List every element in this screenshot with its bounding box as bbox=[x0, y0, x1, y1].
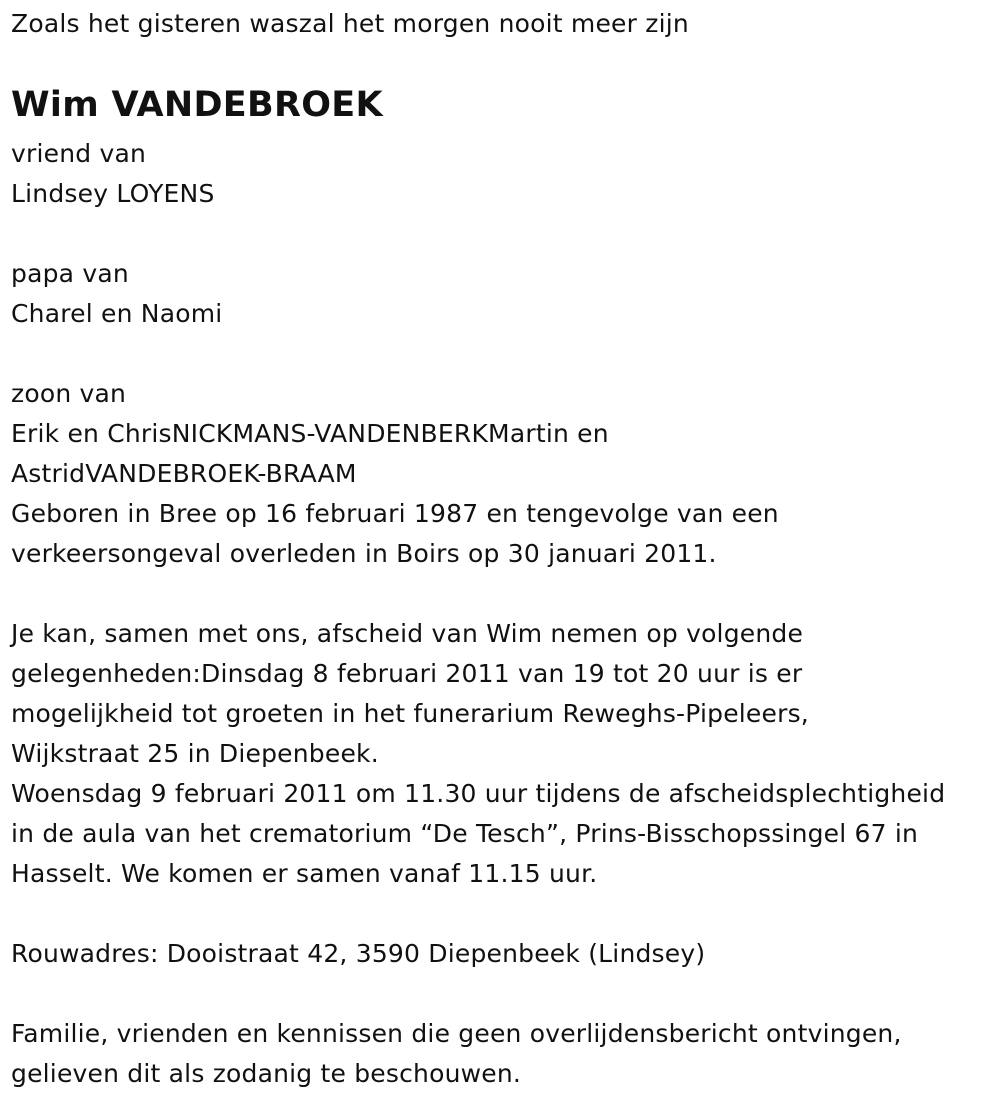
motto: Zoals het gisteren waszal het morgen nooit meer zijn bbox=[11, 9, 689, 38]
son-label: zoon van bbox=[11, 379, 127, 408]
farewell-line: Hasselt. We komen er samen vanaf 11.15 uur. bbox=[11, 859, 598, 888]
farewell-line: Je kan, samen met ons, afscheid van Wim nemen op volgende bbox=[11, 619, 804, 648]
parents-line-1: Erik en ChrisNICKMANS-VANDENBERKMartin en bbox=[11, 419, 609, 448]
parents-line-2: AstridVANDEBROEK-BRAAM bbox=[11, 459, 357, 488]
closing-line: gelieven dit als zodanig te beschouwen. bbox=[11, 1059, 522, 1088]
mourning-address: Rouwadres: Dooistraat 42, 3590 Diepenbeek (Lindsey) bbox=[11, 939, 706, 968]
deceased-name: Wim VANDEBROEK bbox=[11, 85, 383, 125]
birth-death-line: verkeersongeval overleden in Boirs op 30 januari 2011. bbox=[11, 539, 717, 568]
friend-label: vriend van bbox=[11, 139, 147, 168]
father-label: papa van bbox=[11, 259, 129, 288]
friend-name: Lindsey LOYENS bbox=[11, 179, 215, 208]
farewell-line: Wijkstraat 25 in Diepenbeek. bbox=[11, 739, 379, 768]
farewell-line: Woensdag 9 februari 2011 om 11.30 uur tijdens de afscheidsplechtigheid bbox=[11, 779, 946, 808]
children-names: Charel en Naomi bbox=[11, 299, 223, 328]
farewell-line: gelegenheden:Dinsdag 8 februari 2011 van 19 tot 20 uur is er bbox=[11, 659, 803, 688]
birth-death-line: Geboren in Bree op 16 februari 1987 en tengevolge van een bbox=[11, 499, 779, 528]
farewell-line: mogelijkheid tot groeten in het funerarium Reweghs-Pipeleers, bbox=[11, 699, 809, 728]
closing-line: Familie, vrienden en kennissen die geen overlijdensbericht ontvingen, bbox=[11, 1019, 902, 1048]
farewell-line: in de aula van het crematorium “De Tesch”, Prins-Bisschopssingel 67 in bbox=[11, 819, 919, 848]
